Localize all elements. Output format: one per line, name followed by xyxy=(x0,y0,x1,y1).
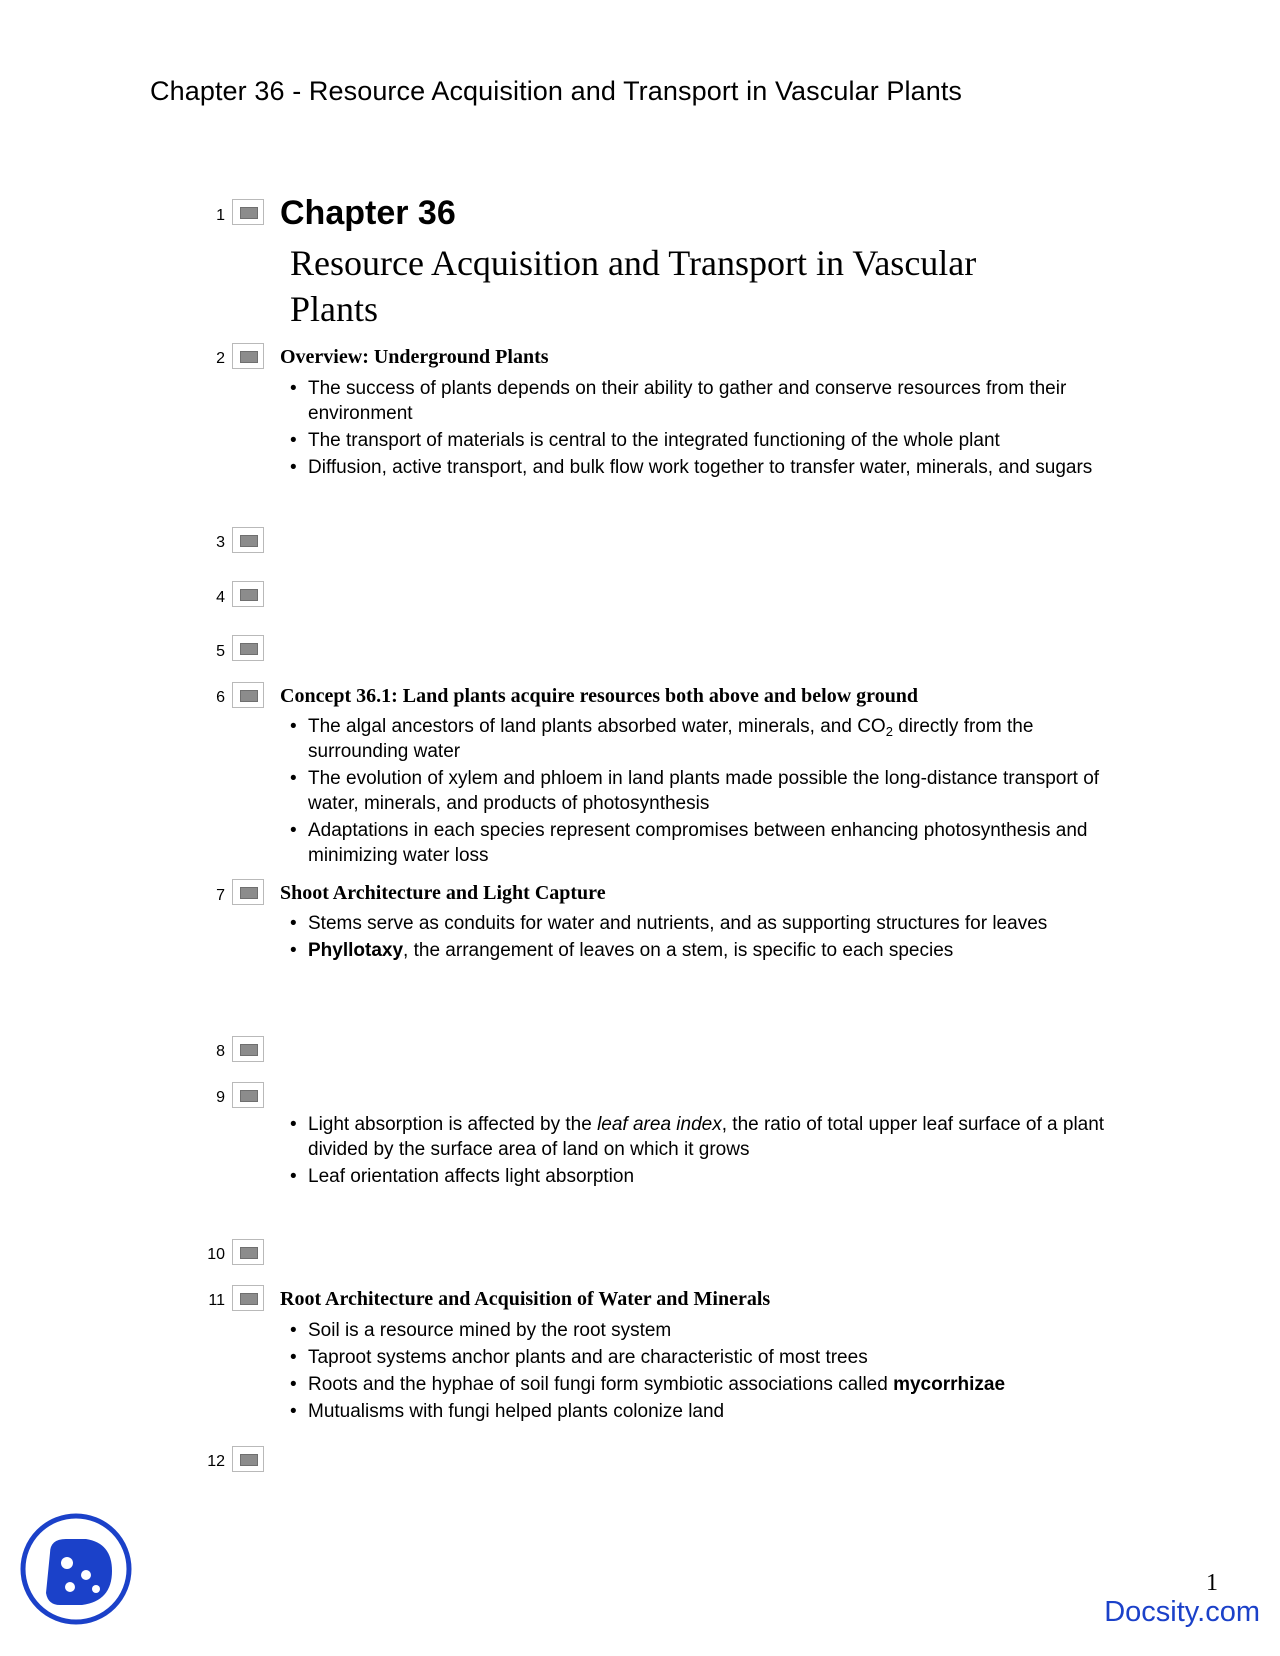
slide-thumbnail-icon xyxy=(232,1036,264,1062)
slide-heading: Concept 36.1: Land plants acquire resources both above and below ground xyxy=(280,685,919,707)
bullet-item: • Stems serve as conduits for water and nutrients, and as supporting structures for leaves xyxy=(290,911,1120,936)
slide-heading: Root Architecture and Acquisition of Water and Minerals xyxy=(280,1288,771,1310)
subscript: 2 xyxy=(885,724,893,739)
chapter-title: Chapter 36 xyxy=(280,194,456,232)
bullet-item xyxy=(290,1112,1120,1162)
bullet-item: • Soil is a resource mined by the root system xyxy=(290,1318,1120,1343)
slide-thumbnail-icon xyxy=(232,581,264,607)
bullet-text: directly from the surrounding water xyxy=(308,716,1034,762)
bullet-text: , the ratio of total upper leaf surface of a plant divided by the surface area of land on which it grows xyxy=(308,1114,1105,1160)
slide-thumbnail-icon xyxy=(232,1082,264,1108)
bullet-text: Light absorption is affected by the xyxy=(308,1114,598,1135)
bullet-item: • The evolution of xylem and phloem in land plants made possible the long-distance transport of water, minerals, and products of photosynthesis xyxy=(290,766,1120,816)
slide-number: 10 xyxy=(207,1246,225,1263)
slide-thumbnail-icon xyxy=(232,1239,264,1265)
slide-number: 4 xyxy=(216,589,225,606)
slide-number: 8 xyxy=(216,1043,225,1060)
slide-number: 3 xyxy=(216,534,225,551)
bullet-text: Roots and the hyphae of soil fungi form symbiotic associations called xyxy=(308,1374,894,1395)
bullet-list xyxy=(290,376,1120,482)
bullet-item: • Diffusion, active transport, and bulk flow work together to transfer water, minerals, and sugars xyxy=(290,455,1120,480)
slide-thumbnail-icon xyxy=(232,1446,264,1472)
slide-number: 5 xyxy=(216,643,225,660)
slide-thumbnail-icon xyxy=(232,343,264,369)
bullet-item xyxy=(290,1372,1120,1397)
bullet-list xyxy=(290,1112,1120,1191)
bold-term: Phyllotaxy xyxy=(308,940,404,961)
slide-number: 11 xyxy=(208,1292,225,1309)
bullet-item: • The transport of materials is central to the integrated functioning of the whole plant xyxy=(290,428,1120,453)
page-header-title: Chapter 36 - Resource Acquisition and Transport in Vascular Plants xyxy=(150,76,963,106)
bullet-item: • Adaptations in each species represent compromises between enhancing photosynthesis and minimizing water loss xyxy=(290,818,1120,868)
bullet-item: • Leaf orientation affects light absorption xyxy=(290,1164,1120,1189)
bullet-text: , the arrangement of leaves on a stem, is specific to each species xyxy=(403,940,954,961)
slide-heading: Overview: Underground Plants xyxy=(280,346,549,368)
slide-number: 2 xyxy=(216,350,225,367)
slide-thumbnail-icon xyxy=(232,527,264,553)
bullet-item xyxy=(290,938,1120,963)
slide-number: 12 xyxy=(207,1453,225,1470)
docsity-logo-icon xyxy=(20,1513,132,1625)
slide-thumbnail-icon xyxy=(232,682,264,708)
page-number: 1 xyxy=(1206,1570,1218,1596)
bullet-item: • Mutualisms with fungi helped plants colonize land xyxy=(290,1399,1120,1424)
slide-number: 9 xyxy=(216,1089,225,1106)
slide-thumbnail-icon xyxy=(232,199,264,225)
slide-thumbnail-icon xyxy=(232,879,264,905)
bullet-list xyxy=(290,1318,1120,1426)
docsity-brand-link[interactable]: Docsity.com xyxy=(1104,1596,1260,1628)
bold-term: mycorrhizae xyxy=(893,1374,1006,1395)
bullet-list xyxy=(290,714,1120,870)
slide-number: 1 xyxy=(216,207,225,224)
bullet-item: • Taproot systems anchor plants and are characteristic of most trees xyxy=(290,1345,1120,1370)
slide-number: 7 xyxy=(216,887,225,904)
slide-number: 6 xyxy=(216,689,225,706)
bullet-item xyxy=(290,714,1120,764)
slide-thumbnail-icon xyxy=(232,635,264,661)
bullet-item: • The success of plants depends on their ability to gather and conserve resources from their environment xyxy=(290,376,1120,426)
chapter-subtitle: Resource Acquisition and Transport in Vascular Plants xyxy=(290,243,977,329)
slide-heading: Shoot Architecture and Light Capture xyxy=(280,882,606,904)
italic-term: leaf area index xyxy=(597,1114,722,1135)
slide-thumbnail-icon xyxy=(232,1285,264,1311)
bullet-text: The algal ancestors of land plants absorbed water, minerals, and CO xyxy=(308,716,886,737)
bullet-list xyxy=(290,911,1120,965)
